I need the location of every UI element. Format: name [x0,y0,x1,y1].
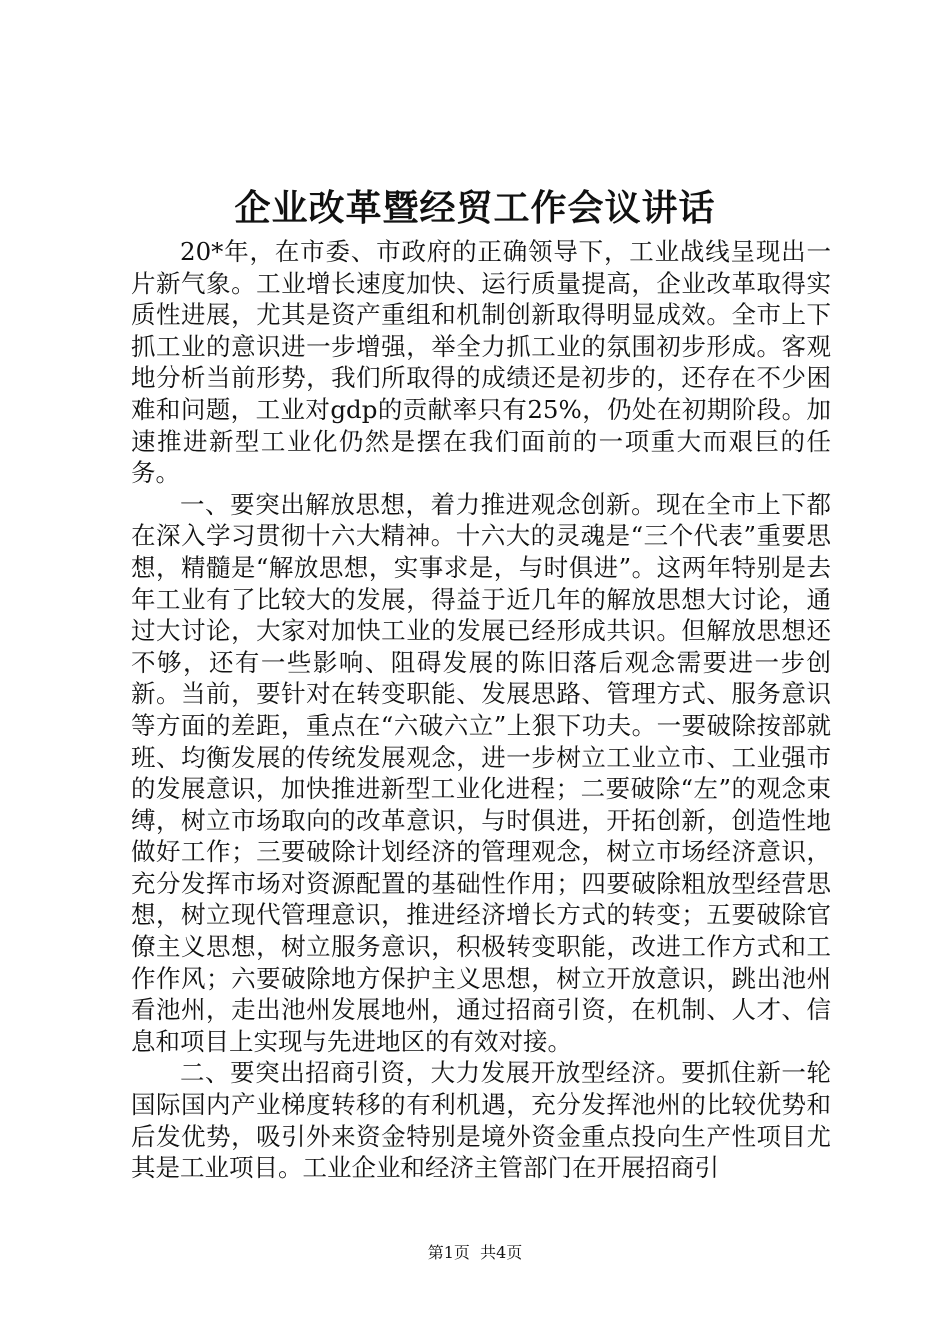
page-number: 第1页 [427,1243,470,1262]
paragraph-section-two: 二、要突出招商引资，大力发展开放型经济。要抓住新一轮国际国内产业梯度转移的有利机遇，充分发挥池州的比较优势和后发优势，吸引外来资金特别是境外资金重点投向生产性项目尤其是工业项目。工业企业和经济主管部门在开展招商引 [131,1058,831,1183]
paragraph-intro: 20*年，在市委、市政府的正确领导下，工业战线呈现出一片新气象。工业增长速度加快、运行质量提高，企业改革取得实质性进展，尤其是资产重组和机制创新取得明显成效。全市上下抓工业的意识进一步增强，举全力抓工业的氛围初步形成。客观地分析当前形势，我们所取得的成绩还是初步的，还存在不少困难和问题，工业对gdp的贡献率只有25%，仍处在初期阶段。加速推进新型工业化仍然是摆在我们面前的一项重大而艰巨的任务。 [131,237,831,488]
document-title: 企业改革暨经贸工作会议讲话 [234,187,716,229]
paragraph-section-one: 一、要突出解放思想，着力推进观念创新。现在全市上下都在深入学习贯彻十六大精神。十六大的灵魂是“三个代表”重要思想，精髓是“解放思想，实事求是，与时俱进”。这两年特别是去年工业有了比较大的发展，得益于近几年的解放思想大讨论，通过大讨论，大家对加快工业的发展已经形成共识。但解放思想还不够，还有一些影响、阻碍发展的陈旧落后观念需要进一步创新。当前，要针对在转变职能、发展思路、管理方式、服务意识等方面的差距，重点在“六破六立”上狠下功夫。一要破除按部就班、均衡发展的传统发展观念，进一步树立工业立市、工业强市的发展意识，加快推进新型工业化进程；二要破除“左”的观念束缚，树立市场取向的改革意识，与时俱进，开拓创新，创造性地做好工作；三要破除计划经济的管理观念，树立市场经济意识，充分发挥市场对资源配置的基础性作用；四要破除粗放型经营思想，树立现代管理意识，推进经济增长方式的转变；五要破除官僚主义思想，树立服务意识，积极转变职能，改进工作方式和工作作风；六要破除地方保护主义思想，树立开放意识，跳出池州看池州，走出池州发展地州，通过招商引资，在机制、人才、信息和项目上实现与先进地区的有效对接。 [131,489,831,1056]
page-total: 共4页 [480,1243,523,1262]
document-body [131,236,831,1184]
page-footer [0,1241,950,1265]
